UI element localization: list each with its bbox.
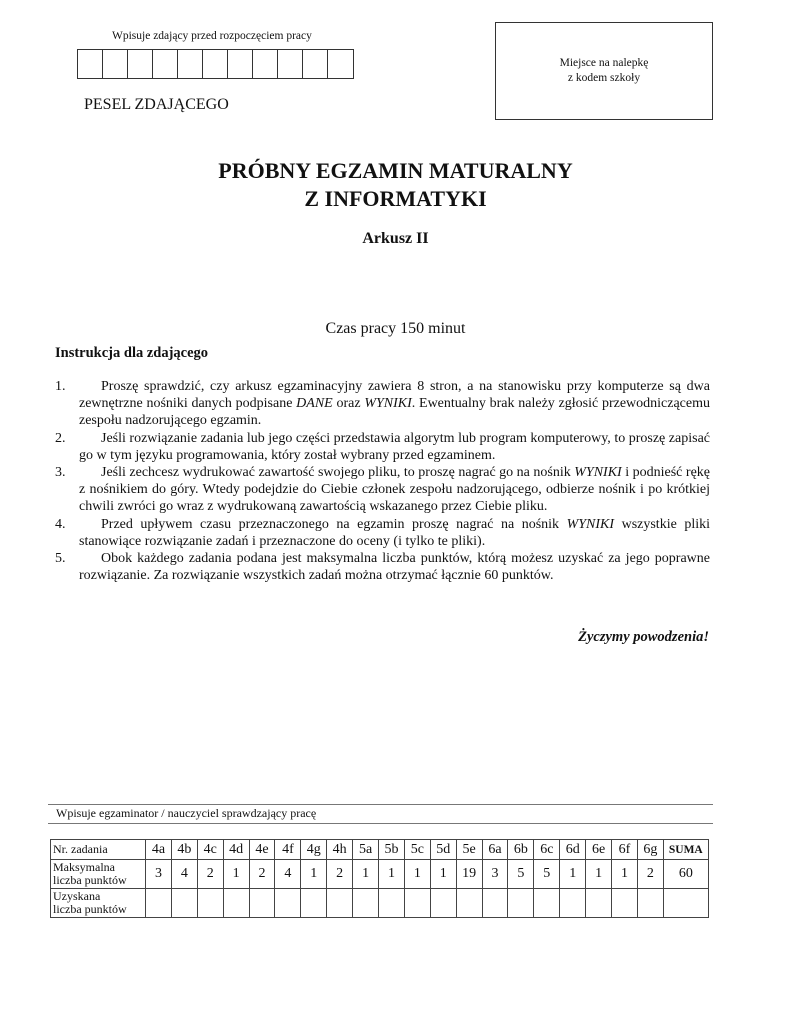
pesel-digit-box[interactable]: [178, 50, 203, 78]
max-points-cell: 1: [223, 860, 249, 889]
pesel-digit-box[interactable]: [103, 50, 128, 78]
task-number-cell: 6b: [508, 840, 534, 860]
task-number-cell: 5e: [456, 840, 482, 860]
earned-points-cell[interactable]: [275, 889, 301, 918]
task-number-cell: 4h: [327, 840, 353, 860]
earned-points-row: [51, 889, 709, 918]
earned-points-cell[interactable]: [379, 889, 405, 918]
instruction-number: 1.: [55, 379, 66, 394]
media-name: WYNIKI: [364, 396, 412, 412]
instruction-number: 3.: [55, 465, 66, 481]
task-number-row: [51, 840, 709, 860]
earned-points-cell[interactable]: [404, 889, 430, 918]
earned-points-cell[interactable]: [249, 889, 275, 918]
instruction-text-part: . Ewentualny brak należy zgłosić przewodniczącemu zespołu nadzorującego egzamin.: [79, 396, 710, 429]
max-points-cell: 1: [301, 860, 327, 889]
task-number-cell: 6f: [612, 840, 638, 860]
earned-points-cell[interactable]: [197, 889, 223, 918]
earned-points-label-line-1: Uzyskana: [53, 889, 101, 903]
examiner-divider-top: [48, 804, 713, 805]
task-number-cell: 6e: [586, 840, 612, 860]
sum-max-cell: 60: [663, 860, 708, 889]
instruction-text-part: i podnieść rękę z nośnikiem do góry. Wtedy podejdzie do Ciebie członek zespołu nadzorującego, odbierze nośnik i po krótkiej chwili zwróci go wraz z wydrukowaną zawartością wskazanego przez Ciebie pliku.: [79, 465, 710, 515]
instruction-text-part: Jeśli rozwiązanie zadania lub jego części przedstawia algorytm lub program komputerowy, to proszę zapisać go w tym języku programowania, który został wybrany przed egzaminem.: [79, 430, 710, 463]
instruction-text: [79, 464, 710, 516]
pesel-digit-box[interactable]: [128, 50, 153, 78]
task-number-label: Nr. zadania: [51, 840, 146, 860]
media-name: WYNIKI: [566, 516, 615, 532]
pesel-digit-box[interactable]: [153, 50, 178, 78]
instruction-text-part: oraz: [332, 396, 365, 412]
task-number-cell: 4d: [223, 840, 249, 860]
task-number-cell: 5d: [430, 840, 456, 860]
instruction-item: [55, 550, 710, 584]
task-number-cell: 6d: [560, 840, 586, 860]
task-number-cell: 4a: [146, 840, 172, 860]
exam-time: Czas pracy 150 minut: [325, 320, 466, 337]
max-points-cell: 19: [456, 860, 482, 889]
earned-points-cell[interactable]: [301, 889, 327, 918]
earned-points-cell[interactable]: [146, 889, 172, 918]
exam-title-line-1: PRÓBNY EGZAMIN MATURALNY: [218, 158, 573, 183]
earned-points-label-line-2: liczba punktów: [53, 902, 127, 916]
max-points-cell: 4: [275, 860, 301, 889]
task-number-cell: 4c: [197, 840, 223, 860]
pesel-digit-box[interactable]: [278, 50, 303, 78]
pesel-digit-box[interactable]: [253, 50, 278, 78]
earned-points-cell[interactable]: [508, 889, 534, 918]
earned-points-cell[interactable]: [327, 889, 353, 918]
task-number-cell: 5c: [404, 840, 430, 860]
instruction-text-part: wszystkie pliki stanowiące rozwiązanie zadań i przeznaczone do oceny (i tylko te pliki).: [79, 516, 710, 549]
max-points-cell: 5: [508, 860, 534, 889]
earned-points-cell[interactable]: [223, 889, 249, 918]
max-points-cell: 1: [404, 860, 430, 889]
max-points-row: [51, 860, 709, 889]
earned-points-cell[interactable]: [430, 889, 456, 918]
max-points-cell: 1: [379, 860, 405, 889]
task-number-cell: 5a: [353, 840, 379, 860]
sticker-line-2: z kodem szkoły: [567, 72, 641, 84]
instruction-text-part: Proszę sprawdzić, czy arkusz egzaminacyjny zawiera 8 stron, a na stanowisku przy komputerze są dwa zewnętrzne nośniki danych podpisane: [79, 379, 710, 412]
examiner-divider-bottom: [48, 823, 713, 824]
pesel-note: Wpisuje zdający przed rozpoczęciem pracy: [112, 30, 312, 42]
school-sticker-box: [495, 22, 713, 120]
instruction-text-part: Obok każdego zadania podana jest maksymalna liczba punktów, którą możesz uzyskać za jego poprawne rozwiązanie. Za rozwiązanie wszystkich zadań można otrzymać łącznie 60 punktów.: [79, 551, 710, 584]
earned-points-cell[interactable]: [560, 889, 586, 918]
max-points-cell: 1: [353, 860, 379, 889]
instruction-text: [79, 550, 710, 584]
instruction-number: 2.: [55, 430, 66, 446]
task-number-cell: 4g: [301, 840, 327, 860]
sheet-label: Arkusz II: [362, 230, 429, 247]
max-points-cell: 1: [612, 860, 638, 889]
earned-points-cell[interactable]: [171, 889, 197, 918]
media-name: DANE: [296, 396, 333, 412]
instructions-list: [55, 378, 710, 584]
instruction-text: [79, 430, 710, 464]
max-points-label: [51, 860, 146, 889]
task-number-cell: 6c: [534, 840, 560, 860]
instruction-text-part: Przed upływem czasu przeznaczonego na egzamin proszę nagrać na nośnik: [101, 516, 567, 532]
max-points-cell: 5: [534, 860, 560, 889]
sum-label-cell: [663, 840, 708, 860]
pesel-input-boxes[interactable]: [77, 49, 354, 79]
max-points-cell: 4: [171, 860, 197, 889]
pesel-label: PESEL ZDAJĄCEGO: [84, 96, 229, 113]
instruction-item: [55, 378, 710, 430]
max-points-label-line-2: liczba punktów: [53, 873, 127, 887]
pesel-digit-box[interactable]: [203, 50, 228, 78]
sticker-line-1: Miejsce na nalepkę: [559, 57, 649, 69]
max-points-cell: 2: [249, 860, 275, 889]
max-points-cell: 3: [482, 860, 508, 889]
earned-points-cell[interactable]: [534, 889, 560, 918]
task-number-cell: 6g: [637, 840, 663, 860]
earned-points-cell[interactable]: [353, 889, 379, 918]
earned-points-cell[interactable]: [456, 889, 482, 918]
sum-earned-cell[interactable]: [663, 889, 708, 918]
exam-title-line-2: Z INFORMATYKI: [304, 186, 487, 211]
earned-points-cell[interactable]: [612, 889, 638, 918]
earned-points-cell[interactable]: [586, 889, 612, 918]
media-name: WYNIKI: [574, 465, 622, 481]
earned-points-cell[interactable]: [637, 889, 663, 918]
instruction-text: [79, 378, 710, 430]
max-points-cell: 1: [586, 860, 612, 889]
score-table: [50, 839, 709, 918]
task-number-cell: 5b: [379, 840, 405, 860]
instruction-item: [55, 516, 710, 550]
examiner-note: Wpisuje egzaminator / nauczyciel sprawdzający pracę: [56, 806, 317, 820]
task-number-cell: 6a: [482, 840, 508, 860]
good-luck-text: Życzymy powodzenia!: [578, 629, 709, 645]
sum-label: SUMA: [668, 843, 703, 856]
instruction-item: [55, 430, 710, 464]
max-points-cell: 2: [327, 860, 353, 889]
earned-points-label: [51, 889, 146, 918]
pesel-digit-box[interactable]: [328, 50, 353, 78]
max-points-cell: 1: [560, 860, 586, 889]
instruction-text-part: Jeśli zechcesz wydrukować zawartość swojego pliku, to proszę nagrać go na nośnik: [101, 465, 575, 481]
max-points-cell: 2: [197, 860, 223, 889]
task-number-cell: 4e: [249, 840, 275, 860]
pesel-digit-box[interactable]: [303, 50, 328, 78]
task-number-cell: 4f: [275, 840, 301, 860]
max-points-cell: 2: [637, 860, 663, 889]
instruction-text: [79, 516, 710, 550]
instructions-heading: Instrukcja dla zdającego: [55, 345, 209, 361]
earned-points-cell[interactable]: [482, 889, 508, 918]
max-points-cell: 3: [146, 860, 172, 889]
instruction-number: 4.: [55, 516, 66, 532]
pesel-digit-box[interactable]: [78, 50, 103, 78]
max-points-label-line-1: Maksymalna: [53, 860, 115, 874]
instruction-number: 5.: [55, 551, 66, 567]
max-points-cell: 1: [430, 860, 456, 889]
instruction-item: [55, 464, 710, 516]
task-number-cell: 4b: [171, 840, 197, 860]
pesel-digit-box[interactable]: [228, 50, 253, 78]
